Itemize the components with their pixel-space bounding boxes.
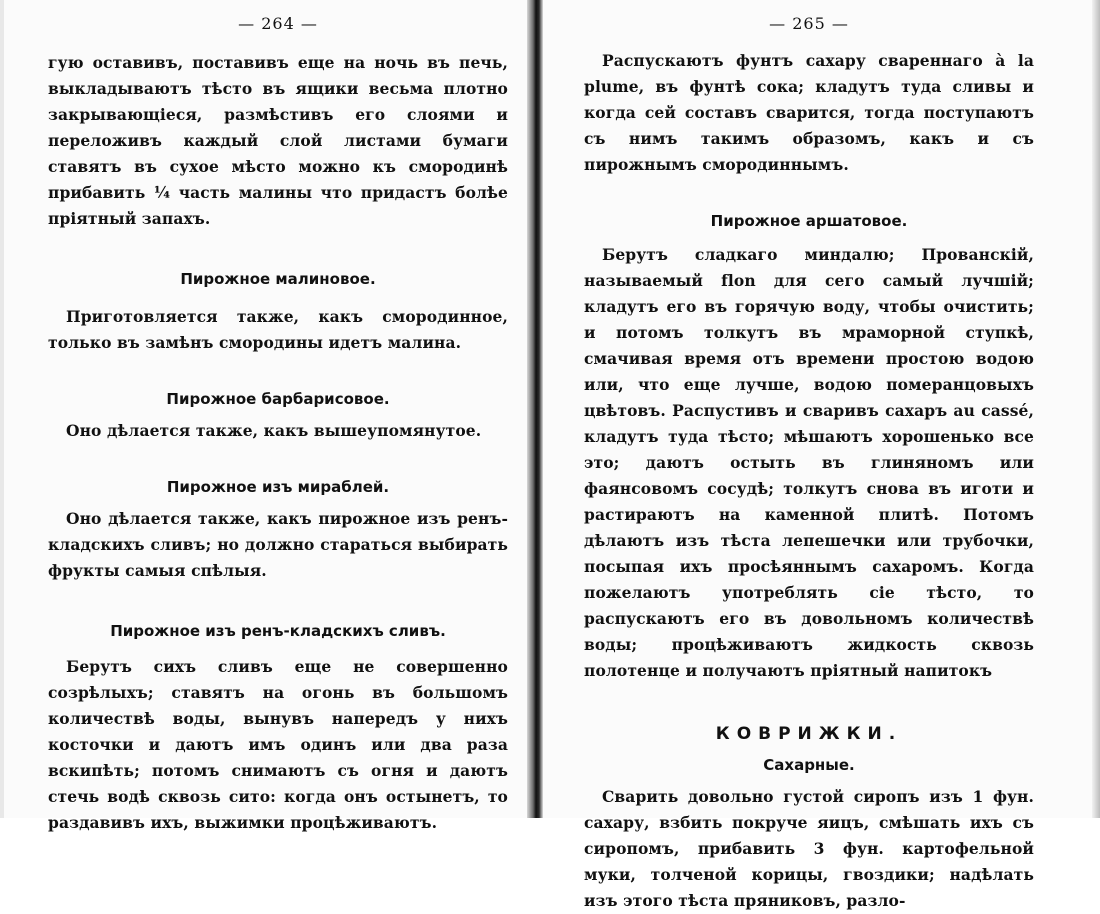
left-page [48, 0, 508, 832]
right-page-number: — 265 — [769, 14, 849, 33]
section-title-reine-claude: Пирожное изъ ренъ-кладскихъ сливъ. [110, 622, 446, 640]
section-text-raspberry: Приготовляется также, какъ смородинное, только въ замѣнъ смородины идетъ малина. [48, 307, 508, 352]
chapter-title: КОВРИЖКИ. [715, 724, 903, 744]
section-text-reine-claude: Берутъ сихъ сливъ еще не совершенно созрѣлыхъ; ставятъ на огонь въ большомъ количествѣ воды, вынувъ напередъ у нихъ косточки и даютъ имъ одинъ или два раза вскипѣть; потомъ снимаютъ съ огня и даютъ стечь водѣ сквозь сито: когда онъ остынетъ, то раздавивъ ихъ, выжимки процѣживаютъ. [48, 657, 508, 832]
right-page [584, 0, 1034, 910]
section-text-orgeat: Берутъ сладкаго миндалю; Прованскій, называемый flon для сего самый лучшій; кладутъ его въ горячую воду, чтобы очистить; и потомъ толкутъ въ мраморной ступкѣ, смачивая время отъ времени простою водою или, что еще лучше, водою померанцовыхъ цвѣтовъ. Распустивъ и сваривъ сахаръ au cassé, кладутъ туда тѣсто; мѣшаютъ хорошенько все это; даютъ остыть въ глиняномъ или фаянсовомъ сосудѣ; толкутъ снова въ иготи и растираютъ на каменной плитѣ. Потомъ дѣлаютъ изъ тѣста лепешечки или трубочки, посыпая ихъ просѣяннымъ сахаромъ. Когда пожелаютъ употреблять сіе тѣсто, то распускаютъ его въ довольномъ количествѣ воды; процѣживаютъ жидкость сквозь полотенце и получаютъ пріятный напитокъ [584, 245, 1034, 680]
section-title-raspberry: Пирожное малиновое. [180, 270, 376, 288]
section-title-orgeat: Пирожное аршатовое. [710, 212, 908, 230]
left-continuation-text: гую оставивъ, поставивъ еще на ночь въ печь, выкладываютъ тѣсто въ ящики весьма плотно закрывающіеся, размѣстивъ его слоями и переложивъ каждый слой листами бумаги ставятъ въ сухое мѣсто можно къ смородинѣ прибавить ¼ часть малины что придастъ болѣе пріятный запахъ. [48, 53, 508, 228]
sub-section-title: Сахарные. [763, 756, 855, 774]
sub-section-text: Сварить довольно густой сиропъ изъ 1 фун. сахару, взбить покруче яицъ, смѣшать ихъ съ сиропомъ, прибавить 3 фун. картофельной муки, толченой корицы, гвоздики; надѣлать изъ этого тѣста пряниковъ, разло- [584, 787, 1034, 910]
left-page-edge [0, 0, 4, 818]
section-title-barberry: Пирожное барбарисовое. [166, 390, 390, 408]
section-text-mirabelle: Оно дѣлается также, какъ пирожное изъ ренъ-кладскихъ сливъ; но должно стараться выбирать фрукты самыя спѣлыя. [48, 509, 508, 580]
section-text-barberry: Оно дѣлается также, какъ вышеупомянутое. [66, 421, 482, 440]
section-title-mirabelle: Пирожное изъ мираблей. [166, 478, 390, 496]
right-page-edge [1092, 0, 1100, 818]
right-continuation-text: Распускаютъ фунтъ сахару свареннаго à la plume, въ фунтѣ сока; кладутъ туда сливы и когда сей составъ сварится, тогда поступаютъ съ нимъ такимъ образомъ, какъ и съ пирожнымъ смородиннымъ. [584, 51, 1034, 174]
left-page-number: — 264 — [238, 14, 318, 33]
book-gutter [527, 0, 543, 818]
